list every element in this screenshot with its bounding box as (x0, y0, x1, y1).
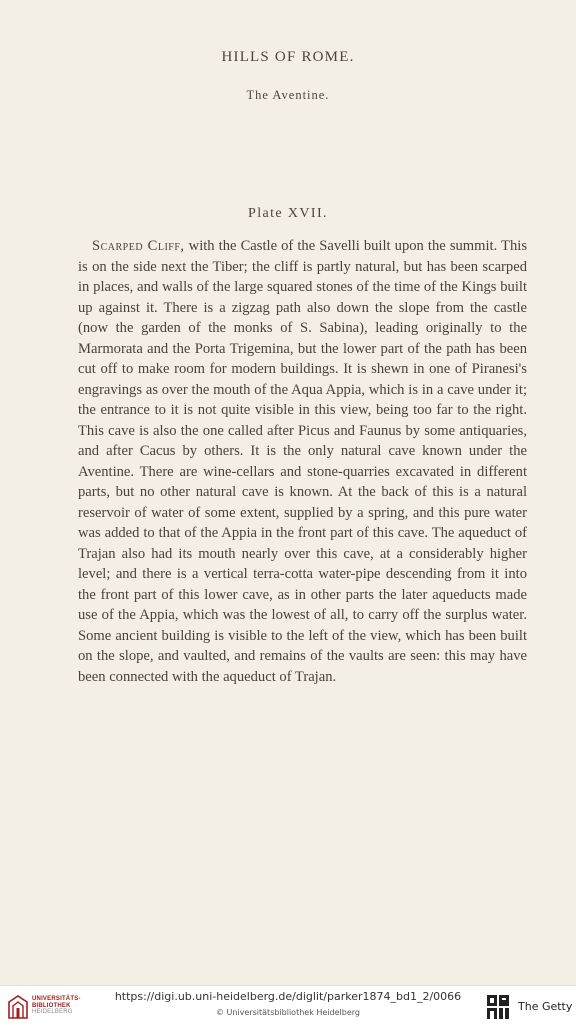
getty-name[interactable]: The Getty (518, 1000, 573, 1013)
plate-description (78, 236, 527, 687)
viewer-footer (0, 985, 576, 1030)
paragraph-body: with the Castle of the Savelli built upon the summit. This is on the side next the Tiber; the cliff is partly natural, but has been scarped in places, and walls of the large squared stones of the time of the Kings built up against it. There is a zigzag path also down the slope from the castle (now the garden of the monks of S. Sabina), leading originally to the Marmorata and the Porta Trigemina, but the lower part of the path has been cut off to make room for modern buildings. It is shewn in one of Piranesi's engravings as over the mouth of the Aqua Appia, which is in a cave under it; the entrance to it is not quite visible in this view, being too far to the right. This cave is also the one called after Picus and Faunus by some antiquaries, and after Cacus by others. It is the only natural cave known under the Aventine. There are wine-cellars and stone-quarries excavated in different parts, but no other natural cave is known. At the back of this is a natural reservoir of water of some extent, supplied by a spring, and this pure water was added to that of the Appia in the front part of this cave. The aqueduct of Trajan also had its mouth nearly over this cave, at a considerably higher level; and there is a vertical terra-cotta water-pipe descending from it into the front part of this lower cave, as in other parts the later aqueducts made use of the Appia, which was the lowest of all, to carry off the surplus water. Some ancient building is visible to the left of the view, which has been built on the slope, and vaulted, and remains of the vaults are seen: this may have been connected with the aqueduct of Trajan. (78, 238, 527, 685)
uni-name-line1: UNIVERSITÄTS- (32, 996, 81, 1002)
paragraph-lead: Scarped Cliff, (92, 238, 185, 254)
running-head: HILLS OF ROME. (221, 49, 355, 65)
copyright-notice: © Universitätsbibliothek Heidelberg (215, 1008, 360, 1017)
plate-title: Plate XVII. (248, 206, 328, 221)
uni-name-line3: HEIDELBERG (32, 1009, 73, 1015)
getty-logo-icon[interactable] (486, 994, 510, 1020)
section-subhead: The Aventine. (246, 88, 330, 102)
uni-name-line2: BIBLIOTHEK (32, 1002, 71, 1009)
permalink-url[interactable]: https://digi.ub.uni-heidelberg.de/diglit/parker1874_bd1_2/0066 (114, 990, 462, 1003)
